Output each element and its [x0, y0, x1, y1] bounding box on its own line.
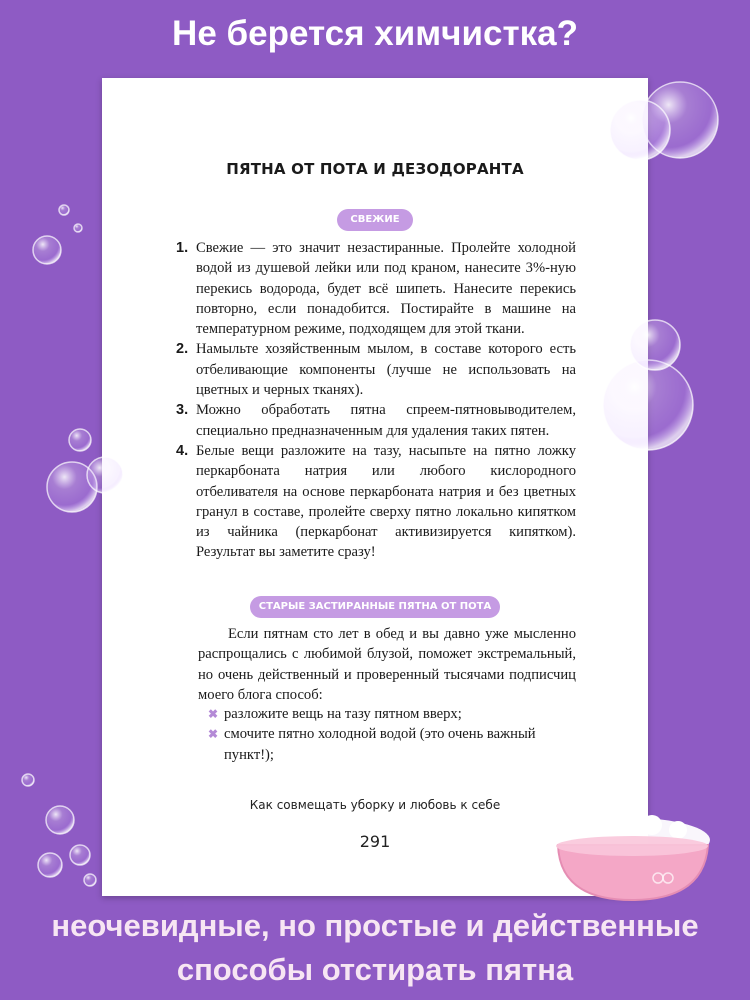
- running-head: Как совмещать уборку и любовь к себе: [249, 798, 501, 812]
- bottom-caption: [0, 904, 750, 992]
- list-number: 2.: [176, 341, 189, 358]
- section-tag-old: СТАРЫЕ ЗАСТИРАННЫЕ ПЯТНА ОТ ПОТА: [250, 596, 500, 618]
- section-tag-fresh: СВЕЖИЕ: [337, 209, 413, 231]
- bullet-item: [208, 704, 580, 724]
- list-item: [176, 339, 576, 400]
- list-text: Белые вещи разложите на тазу, насыпьте на пятно ложку перкарбоната натрия или любого кислородного отбеливателя на основе перкарбоната натрия и без цветных гранул в составе, пролейте сверху пятно локально кипятком из чайника (перкарбонат активизируется кипятком). Результат вы заметите сразу!: [196, 442, 576, 561]
- list-text: Свежие — это значит незастиранные. Пролейте холодной водой из душевой лейки или под краном, нанесите 3%-ную перекись водорода, будет всё шипеть. Нанесите перекись повторно, если понадобится. Постирайте в машине на температурном режиме, подходящем для этой ткани.: [196, 240, 576, 338]
- bullet-cross-icon: ✖: [208, 727, 219, 742]
- list-number: 1.: [176, 240, 189, 256]
- page-number: 291: [359, 832, 391, 851]
- book-page: [102, 78, 648, 896]
- bullet-text: разложите вещь на тазу пятном вверх;: [224, 706, 462, 722]
- list-item: [176, 400, 576, 441]
- list-text: Намыльте хозяйственным мылом, в составе которого есть отбеливающие компоненты (лучше не использовать на цветных и черных тканях).: [196, 341, 576, 399]
- bullet-list: [208, 704, 580, 765]
- numbered-list: [176, 238, 576, 563]
- list-item: [176, 441, 576, 563]
- list-number: 3.: [176, 402, 189, 419]
- top-title: Не берется химчистка?: [172, 14, 578, 53]
- list-text: Можно обработать пятна спреем-пятновыводителем, специально предназначенным для удаления таких пятен.: [196, 402, 576, 439]
- bullet-text: смочите пятно холодной водой (это очень важный пункт!);: [224, 726, 536, 763]
- bullet-cross-icon: ✖: [208, 707, 219, 721]
- list-number: 4.: [176, 442, 189, 459]
- bottom-caption-line1: неочевидные, но простые и действенные: [51, 908, 699, 943]
- page-title: ПЯТНА ОТ ПОТА И ДЕЗОДОРАНТА: [226, 160, 524, 178]
- bottom-caption-line2: способы отстирать пятна: [176, 952, 574, 987]
- list-item: [176, 238, 576, 339]
- body-paragraph: Если пятнам сто лет в обед и вы давно уже мысленно распрощались с любимой блузой, поможет экстремальный, но очень действенный и проверенный тысячами подписчиц моего блога способ:: [198, 626, 576, 703]
- bullet-item: [208, 724, 580, 765]
